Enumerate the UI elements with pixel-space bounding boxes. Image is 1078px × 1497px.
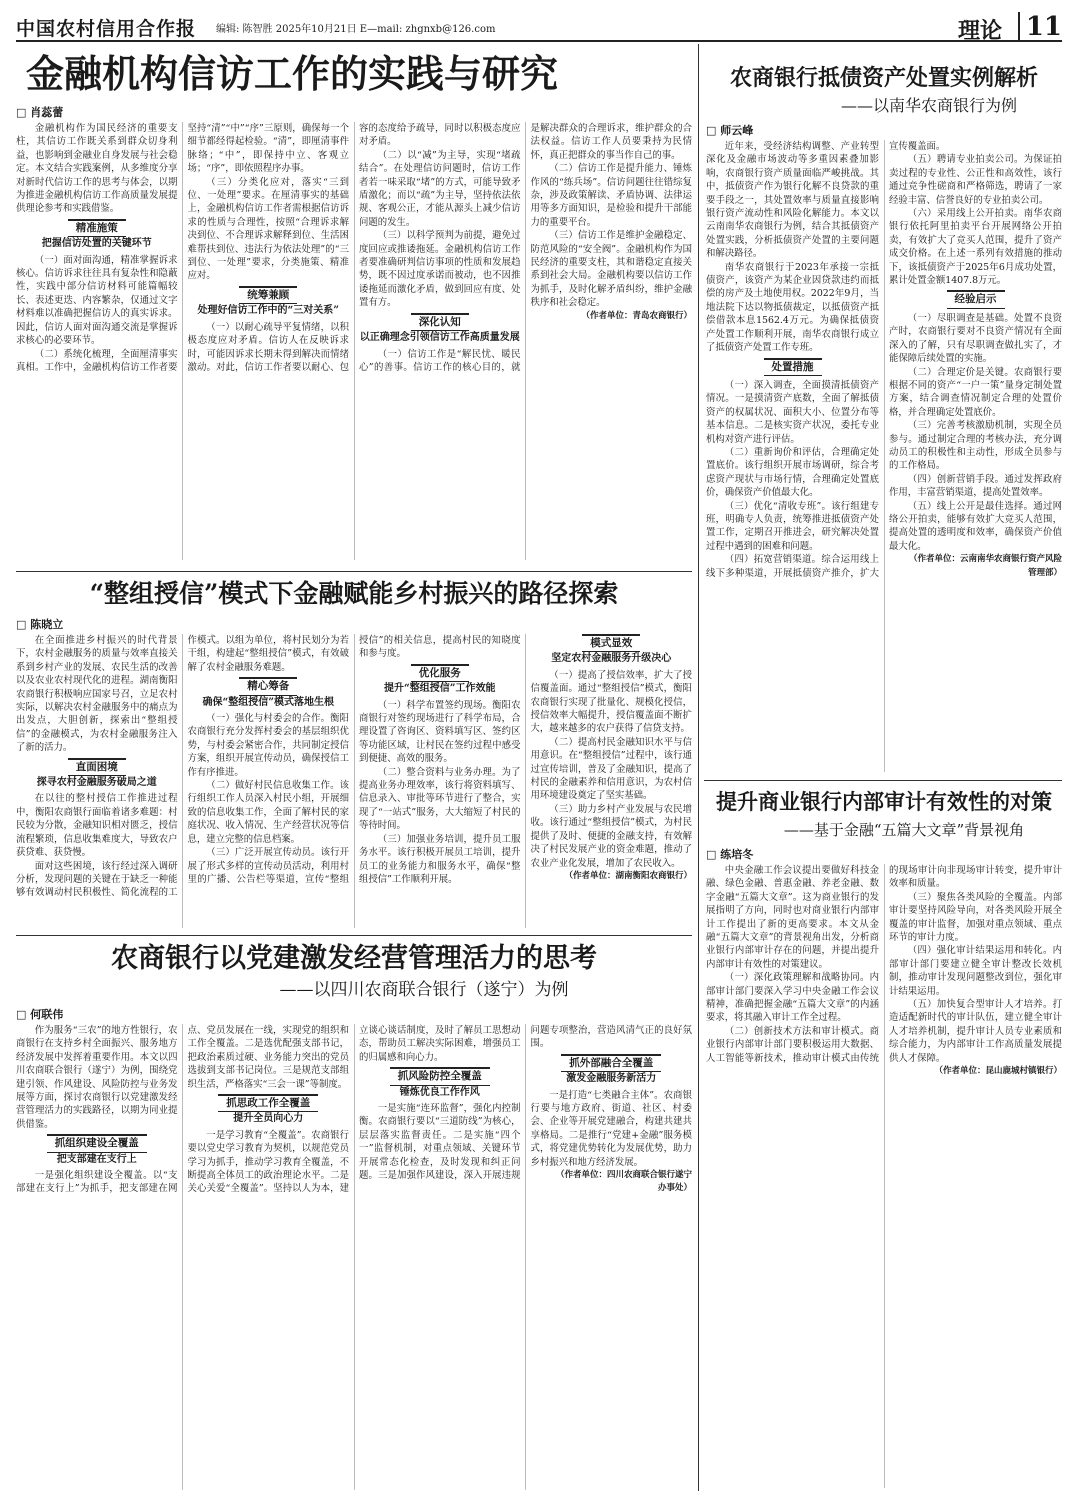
- article-subtitle: ——以南华农商银行为例: [840, 96, 1017, 115]
- subhead-title: 坚定农村金融服务升级决心: [551, 653, 672, 665]
- author-byline: □ 陈晓立: [16, 616, 692, 632]
- subhead: [16, 758, 178, 790]
- article-body: [16, 122, 692, 560]
- subhead: [359, 1067, 521, 1099]
- paragraph: （一）强化与村委会的合作。衡阳农商银行充分发挥村委会的基层组织优势，与村委会紧密合作，共同制定授信方案，组织开展宣传动员，确保授信工作有序推进。: [187, 713, 349, 778]
- paragraph: 一是学习教育“全覆盖”。农商银行要以党史学习教育为契机，以规范党员学习为抓手，推动学习教育全覆盖，不断提高全体员工的政治理论水平。二是关心关爱“全覆盖”。坚持以人为本，建立谈心谈话制度，及时了解员工思想动态，帮助员工解决实际困难，增强员工的归属感和向心力。: [187, 1025, 521, 1195]
- subhead-kicker: 模式显效: [582, 634, 640, 652]
- paragraph: （二）合理定价是关键。农商银行要根据不同的资产“一户一策”量身定制处置方案，结合调查情况制定合理的处置价格，并合理确定处置底价。: [889, 366, 1062, 418]
- article-party-building: [16, 940, 692, 1492]
- paragraph: （三）分类化应对，落实“三到位、一处理”要求。在厘清事实的基础上，金融机构信访工作者需根据信访诉求的性质与合理性，按照“合理诉求解决到位、不合理诉求解释到位、生活困难帮扶到位、违法行为依法处理”的“三到位、一处理”要求，分类施策、精准应对。: [187, 176, 349, 282]
- subhead: [889, 290, 1062, 308]
- author-affiliation: （ 作者单位：云南南华农商银行资产风险管理部 ）: [889, 553, 1062, 580]
- editor-line: 编辑: 陈智胜 2025年10月21日 E—mail: zhgnxb@126.com: [216, 24, 496, 35]
- section-divider: [16, 935, 692, 936]
- subhead: [188, 1094, 350, 1126]
- paragraph: （一）面对面沟通，精准掌握诉求核心。信访诉求往往具有复杂性和隐蔽性，实践中部分信访材料可能篇幅较长、表述更迭、内容繁杂，仅通过文字材料难以准确把握信访人的真实诉求。因此，信访人面对面沟通交流是掌握诉求核心的必要环节。: [16, 254, 178, 347]
- article-title: “整组授信”模式下金融赋能乡村振兴的路径探索: [89, 579, 619, 608]
- paragraph: （一）深化政策理解和战略协同。内部审计部门要深入学习中央金融工作会议精神，准确把握金融“五篇大文章”的内涵要求，将其融入审计工作全过程。: [706, 972, 879, 1024]
- subhead: [359, 664, 521, 696]
- lead-paragraph: 作为服务“三农”的地方性银行，农商银行在支持乡村全面振兴、服务地方经济发展中发挥着重要作用。本文以四川农商联合银行（遂宁）为例，围绕党建引领、作风建设、风险防控与业务发展等方面，探讨农商银行以党建激发经营管理活力的实践路径，以期为同业提供借鉴。: [16, 1025, 178, 1130]
- lead-paragraph: 在全面推进乡村振兴的时代背景下，农村金融服务的质量与效率直接关系到乡村产业的发展、农民生活的改善以及农业农村现代化的进程。湖南衡阳农商银行积极响应国家号召，立足农村实际，以解决农村金融服务中的痛点为出发点，大胆创新，探索出“整组授信”的金融模式，为农村金融服务注入了新的活力。: [16, 635, 178, 754]
- paragraph: （三）信访工作是维护金融稳定、防范风险的“安全阀”。金融机构作为国民经济的重要支柱，其和谐稳定直接关系到社会大局。金融机构要以信访工作为抓手，及时化解矛盾纠纷，维护金融秩序和社会稳定。: [530, 230, 692, 309]
- author-byline: □ 何联伟: [16, 1006, 692, 1022]
- paragraph: （一）提高了授信效率，扩大了授信覆盖面。通过“整组授信”模式，衡阳农商银行实现了批量化、规模化授信，授信效率大幅提升，授信覆盖面不断扩大，越来越多的农户获得了信贷支持。: [530, 669, 692, 735]
- column-divider: [698, 44, 699, 1491]
- author-byline: □ 肖蕊蕾: [16, 104, 692, 120]
- paragraph: （四）创新营销手段。通过发挥政府作用，丰富营销渠道，提高处置效率。: [889, 473, 1062, 499]
- subhead-title: 确保“整组授信”模式落地生根: [202, 696, 334, 708]
- article-title: 提升商业银行内部审计有效性的对策: [716, 789, 1052, 814]
- paragraph: （三）优化“清收专班”。该行组建专班，明确专人负责，统筹推进抵债资产处置工作，定期召开推进会，研究解决处置过程中遇到的困难和问题。: [706, 500, 879, 552]
- paragraph: （二）提高村民金融知识水平与信用意识。在“整组授信”过程中，该行通过宣传培训，普及了金融知识，提高了村民的金融素养和信用意识，为农村信用环境建设奠定了坚实基础。: [530, 736, 692, 802]
- article-title: 农商银行以党建激发经营管理活力的思考: [111, 943, 597, 974]
- paragraph: （五）聘请专业拍卖公司。为保证拍卖过程的专业性、公正性和高效性，该行通过竞争性磋商和严格筛选，聘请了一家经验丰富、信誉良好的专业拍卖公司。: [889, 154, 1062, 206]
- paragraph: （一）尽职调查是基础。处置不良资产时，农商银行要对不良资产情况有全面深入的了解，只有尽职调查做扎实了，才能保障后续处置的实施。: [889, 312, 1062, 365]
- subhead-kicker: 精心筹备: [239, 677, 297, 695]
- subhead-title: 锤炼优良工作作风: [399, 1086, 480, 1098]
- author-byline: □ 练培冬: [706, 846, 1062, 862]
- section-name: 理论: [957, 18, 1002, 44]
- article-title: 农商银行抵债资产处置实例解析: [729, 65, 1038, 91]
- lead-paragraph: 中央金融工作会议提出要做好科技金融、绿色金融、普惠金融、养老金融、数字金融“五篇大文章”。这为商业银行的发展指明了方向，同时也对商业银行内部审计工作提出了新的更高要求。本文从金融“五篇大文章”的背景视角出发，分析商业银行内部审计存在的问题，并提出提升内部审计有效性的对策建议。: [706, 865, 879, 970]
- subhead-kicker: 精准施策: [68, 219, 126, 237]
- paragraph: （三）广泛开展宣传动员。该行开展了形式多样的宣传动员活动，利用村里的广播、公告栏等渠道，宣传“整组授信”的相关信息，提高村民的知晓度和参与度。: [187, 635, 521, 885]
- paragraph: （四）强化审计结果运用和转化。内部审计部门要建立健全审计整改长效机制，推动审计发现问题整改到位，强化审计结果运用。: [889, 945, 1062, 997]
- article-body: [16, 1024, 692, 1490]
- paragraph: （二）做好村民信息收集工作。该行组织工作人员深入村民小组，开展细致的信息收集工作，全面了解村民的家庭状况、收入情况、生产经营状况等信息，建立完整的信息档案。: [187, 780, 349, 845]
- paragraph: 一是强化组织建设全覆盖。以“支部建在支行上”为抓手，把支部建在网点、党员发展在一线，实现党的组织和工作全覆盖。二是选优配强支部书记，把政治素质过硬、业务能力突出的党员选拔到支部书记岗位。三是规范支部组织生活，严格落实“三会一课”等制度。: [16, 1025, 349, 1195]
- subhead: [188, 677, 350, 709]
- paragraph: （四）拓宽营销渠道。综合运用线上线下多种渠道，开展抵债资产推介，扩大宣传覆盖面。: [706, 141, 946, 579]
- subhead-title: 提升“整组授信”工作效能: [383, 683, 496, 695]
- subhead: [16, 1134, 178, 1166]
- paragraph: 南华农商银行于2023年承接一宗抵债资产，该资产为某企业因贷款违约而抵偿的房产及土地使用权。2022年9月，当地法院下达以物抵债裁定，以抵债资产抵偿借款本息1562.4万元。为确保抵债资产处置工作顺利开展，南华农商银行成立了抵债资产处置工作专班。: [706, 261, 879, 354]
- subhead-kicker: 处置措施: [764, 358, 822, 376]
- article-body: [706, 864, 1062, 1488]
- lead-paragraph: 近年来，受经济结构调整、产业转型深化及金融市场波动等多重因素叠加影响，农商银行资产质量面临严峻挑战。其中，抵债资产作为银行化解不良贷款的重要手段之一，其处置效率与质量直接影响银行资产流动性和风险化解能力。本文以云南南华农商银行为例，结合其抵债资产处置实践，分析抵债资产处置的主要问题和解决路径。: [706, 141, 879, 260]
- subhead-kicker: 深化认知: [411, 313, 469, 331]
- paragraph: （五）线上公开是最佳选择。通过网络公开拍卖，能够有效扩大竞买人范围，提高处置的透明度和效率，确保资产价值最大化。: [889, 500, 1062, 552]
- article-subtitle: ——以四川农商联合银行（遂宁）为例: [279, 980, 569, 1000]
- subhead-kicker: 优化服务: [411, 664, 469, 682]
- paragraph: （二）以“减”为主导，实现“堵疏结合”。在处理信访问题时，信访工作者若一味采取“堵”的方式，可能导致矛盾激化；而以“疏”为主导，坚持依法依规、客观公正，才能从源头上减少信访问题的发生。: [359, 149, 521, 228]
- article-debt-assets: [706, 62, 1062, 776]
- subhead: [531, 634, 693, 666]
- subhead-title: 探寻农村金融服务破局之道: [36, 777, 157, 789]
- paragraph: （二）整合资料与业务办理。为了提高业务办理效率，该行将资料填写、信息录入、审批等环节进行了整合，实现了“一站式”服务，大大缩短了村民的等待时间。: [359, 766, 521, 832]
- subhead-kicker: 抓风险防控全覆盖: [390, 1067, 490, 1085]
- paragraph: （二）重新询价和评估，合理确定处置底价。该行组织开展市场调研，综合考虑资产现状与市场行情，合理确定处置底价，确保资产价值最大化。: [706, 446, 879, 499]
- article-internal-audit: [706, 786, 1062, 1492]
- paragraph: （六）采用线上公开拍卖。南华农商银行依托阿里拍卖平台开展网络公开拍卖，有效扩大了竞买人范围，提升了资产成交价格。在上述一系列有效措施的推动下，该抵债资产于2025年6月成功处置，累计处置金额1407.8万元。: [889, 208, 1062, 287]
- subhead-kicker: 经验启示: [947, 290, 1005, 308]
- paragraph: 面对这些困境，该行经过深入调研分析，发现问题的关键在于缺乏一种能够有效调动村民积极性、简化流程的工作模式。以组为单位，将村民划分为若干组，构建起“整组授信”模式，有效破解了农村金融服务难题。: [16, 635, 349, 899]
- section-divider: [704, 780, 1062, 781]
- subhead-title: 处理好信访工作中的“三对关系”: [197, 305, 339, 317]
- subhead-title: 以正确理念引领信访工作高质量发展: [359, 332, 520, 344]
- author-affiliation: （ 作者单位：湖南衡阳农商银行 ）: [531, 870, 693, 883]
- subhead-kicker: 抓外部融合全覆盖: [561, 1054, 661, 1072]
- paragraph: （三）完善考核激励机制，实现全员参与。通过制定合理的考核办法，充分调动员工的积极性和主动性，形成全员参与的工作格局。: [889, 420, 1062, 472]
- article-petition: [16, 48, 692, 568]
- paragraph: 一是打造“七类融合主体”。农商银行要与地方政府、街道、社区、村委会、企业等开展党建融合，构建共建共享格局。二是推行“党建+金融”服务模式，将党建优势转化为发展优势，助力乡村振兴和地方经济发展。: [530, 1089, 692, 1168]
- paragraph: （五）加快复合型审计人才培养。打造适配新时代的审计队伍，建立健全审计人才培养机制，提升审计人员专业素质和综合能力，为内部审计工作高质量发展提供人才保障。: [889, 999, 1062, 1064]
- paragraph: （三）加强业务培训，提升员工服务水平。该行积极开展员工培训，提升员工的业务能力和服务水平，确保“整组授信”工作顺利开展。: [359, 833, 521, 885]
- paragraph: （二）创新技术方法和审计模式。商业银行内部审计部门要积极运用大数据、人工智能等新技术，推动审计模式由传统的现场审计向非现场审计转变，提升审计效率和质量。: [706, 865, 1062, 1064]
- page-number: 11: [1018, 12, 1062, 42]
- subhead: [531, 1054, 693, 1086]
- lead-paragraph: 金融机构作为国民经济的重要支柱，其信访工作既关系到群众切身利益，也影响到金融业自身发展与社会稳定。本文结合实践案例，从多维度分享对新时代信访工作的思考与体会，以期为推进金融机构信访工作高质量发展提供理论参考和实践借鉴。: [16, 123, 178, 215]
- paragraph: （三）助力乡村产业发展与农民增收。该行通过“整组授信”模式，为村民提供了及时、便捷的金融支持，有效解决了村民发展产业的资金难题，推动了农业产业化发展，增加了农民收入。: [530, 803, 692, 869]
- subhead-kicker: 直面困境: [68, 758, 126, 776]
- paragraph: 在以往的整村授信工作推进过程中，衡阳农商银行面临着诸多难题：村民较为分散，金融知识相对匮乏，授信流程繁琐，信息收集难度大，导致农户获贷难、获贷慢。: [16, 793, 178, 859]
- author-byline: □ 师云峰: [706, 122, 1062, 138]
- paragraph: 一是实施“连环监督”，强化内控制衡。农商银行要以“三道防线”为核心，层层落实监督责任。二是实施“四个一”监督机制，对重点领域、关键环节开展常态化检查，及时发现和纠正问题。三是加强作风建设，深入开展违规问题专项整治，营造风清气正的良好氛围。: [359, 1025, 692, 1182]
- subhead: [359, 313, 521, 345]
- subhead-kicker: 统筹兼顾: [239, 286, 297, 304]
- subhead: [16, 219, 178, 251]
- subhead-title: 把支部建在支行上: [56, 1153, 137, 1165]
- subhead-title: 提升全员向心力: [233, 1113, 304, 1125]
- paragraph: （二）系统化梳理，全面厘清事实真相。工作中，金融机构信访工作者要坚持“清”“中”“序”三原则，确保每一个细节都经得起检验。“清”，即厘清事件脉络；“中”，即保持中立、客观立场；“序”，即依照程序办事。: [16, 123, 349, 373]
- author-affiliation: （ 作者单位：四川农商联合银行遂宁办事处 ）: [531, 1169, 693, 1196]
- paper-name: 中国农村信用合作报: [16, 18, 197, 40]
- subhead-kicker: 抓组织建设全覆盖: [47, 1134, 147, 1152]
- paragraph: （一）信访工作是“解民忧、暖民心”的善事。信访工作的核心目的，就是解决群众的合理诉求，维护群众的合法权益。信访工作人员要秉持为民情怀，真正把群众的事当作自己的事。: [359, 123, 692, 373]
- section-divider: [16, 571, 692, 572]
- article-body: [16, 634, 692, 928]
- paragraph: （三）聚焦各类风险的全覆盖。内部审计要坚持风险导向，对各类风险开展全覆盖的审计监督，加强对重点领域、重点环节的审计力度。: [889, 891, 1062, 944]
- article-body: [706, 140, 1062, 772]
- article-rural-credit: [16, 576, 692, 932]
- subhead-title: 把握信访处置的关键环节: [41, 238, 152, 250]
- paragraph: （一）深入调查，全面摸清抵债资产情况。一是摸清资产底数，全面了解抵债资产的权属状况、面积大小、位置分布等基本信息。二是核实资产状况，委托专业机构对资产进行评估。: [706, 379, 879, 445]
- article-title: 金融机构信访工作的实践与研究: [26, 51, 559, 96]
- author-affiliation: （ 作者单位：青岛农商银行 ）: [531, 310, 693, 323]
- paragraph: （一）科学布置签约现场。衡阳农商银行对签约现场进行了科学布局，合理设置了咨询区、资料填写区、签约区等功能区域，让村民在签约过程中感受到便捷、高效的服务。: [359, 699, 521, 765]
- masthead: [16, 14, 1062, 42]
- article-subtitle: ——基于金融“五篇大文章”背景视角: [783, 821, 1025, 839]
- subhead-kicker: 抓思政工作全覆盖: [218, 1094, 318, 1112]
- paragraph: （三）以科学预判为前提，避免过度回应或推诿拖延。金融机构信访工作者要准确研判信访事项的性质和发展趋势，既不因过度承诺而被动，也不因推诿拖延而激化矛盾，做到回应有度、处置有方。: [359, 230, 521, 309]
- paragraph: （一）以耐心疏导平复情绪，以积极态度应对矛盾。信访人在反映诉求时，可能因诉求长期未得到解决而情绪激动。对此，信访工作者要以耐心、包容的态度给予疏导，同时以积极态度应对矛盾。: [187, 123, 521, 373]
- paragraph: （二）信访工作是提升能力、锤炼作风的“练兵场”。信访问题往往错综复杂，涉及政策解读、矛盾协调、法律运用等多方面知识，是检验和提升干部能力的重要平台。: [530, 163, 692, 228]
- subhead: [706, 358, 879, 376]
- subhead: [188, 286, 350, 318]
- subhead-title: 激发金融服务新活力: [566, 1073, 657, 1085]
- author-affiliation: （ 作者单位：昆山鹿城村镇银行 ）: [889, 1065, 1062, 1078]
